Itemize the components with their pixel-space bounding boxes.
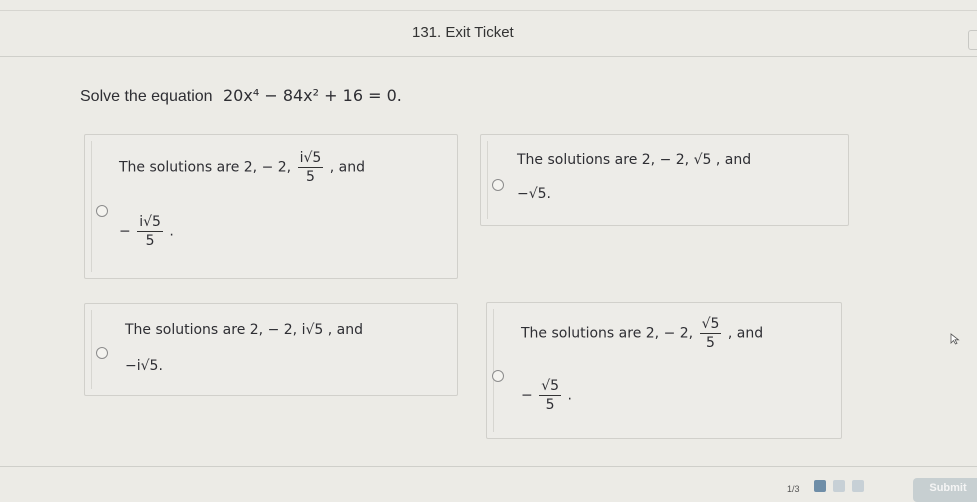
root-b: √5 [693, 152, 712, 168]
option-c-line2: −i√5. [125, 358, 163, 374]
option-b-line1: The solutions are 2, − 2, √5 , and [517, 152, 752, 168]
submit-button[interactable]: Submit [913, 478, 977, 502]
fraction-d1: $\frac{√5}{5}$ [701, 316, 720, 351]
option-d-line2: − $\frac{√5}{5}$ . [521, 378, 572, 413]
radio-button-b[interactable] [492, 179, 504, 191]
option-a[interactable] [84, 134, 458, 279]
option-b-line2: −√5. [517, 186, 552, 202]
fraction-a1: $\frac{i√5}{5}$ [299, 150, 322, 185]
option-d-line1: The solutions are 2, − 2, $\frac{√5}{5}$ , and [521, 316, 764, 351]
page-dot-1[interactable] [814, 480, 826, 492]
question-text [80, 86, 402, 106]
question-equation: 20x⁴ − 84x² + 16 = 0. [223, 86, 402, 105]
option-a-line1: The solutions are 2, − 2, $\frac{i√5}{5}$ , and [119, 150, 365, 185]
page-dot-3[interactable] [852, 480, 864, 492]
page-indicator: 1/3 [787, 484, 800, 494]
option-strip [91, 310, 92, 389]
option-c[interactable] [84, 303, 458, 396]
question-prompt: Solve the equation [80, 88, 213, 105]
title-divider [0, 56, 977, 57]
side-panel-tab[interactable] [968, 30, 977, 50]
option-b[interactable] [480, 134, 849, 226]
mouse-cursor-icon [950, 333, 960, 345]
root-c: i√5 [301, 322, 324, 338]
radio-button-d[interactable] [492, 370, 504, 382]
page-dot-2[interactable] [833, 480, 845, 492]
top-bar [0, 0, 977, 11]
radio-button-a[interactable] [96, 205, 108, 217]
option-strip [91, 141, 92, 272]
footer-divider [0, 466, 977, 467]
option-d[interactable] [486, 302, 842, 439]
option-a-line2: − $\frac{i√5}{5}$ . [119, 214, 174, 249]
page-title: 131. Exit Ticket [412, 24, 514, 41]
fraction-a2: $\frac{i√5}{5}$ [139, 214, 161, 249]
fraction-d2: $\frac{√5}{5}$ [541, 378, 560, 413]
option-strip [487, 141, 488, 219]
radio-button-c[interactable] [96, 347, 108, 359]
option-c-line1: The solutions are 2, − 2, i√5 , and [125, 322, 363, 338]
